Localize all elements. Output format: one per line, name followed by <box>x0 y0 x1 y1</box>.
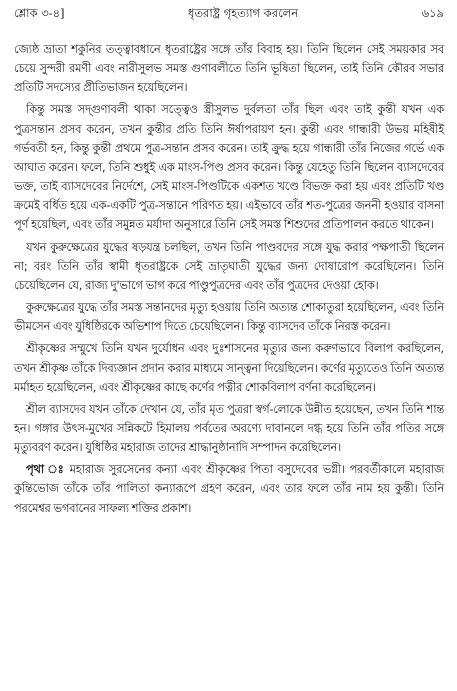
page-body <box>14 40 444 518</box>
paragraph-4 <box>14 298 444 336</box>
paragraph-text: কুরুক্ষেত্রের যুদ্ধে তাঁর সমস্ত সন্তানদের মৃত্যু হওয়ায় তিনি অত্যন্ত শোকাতুরা হয়েছিলেন, এবং তিনি ভীমসেন এবং যুধিষ্ঠিরকে অভিশাপ দিতে চেয়েছিলেন। কিন্তু ব্যাসদেব তাঁকে নিরস্ত করেন। <box>14 301 444 334</box>
verse-reference: শ্লোক ৩-৪] <box>14 6 65 20</box>
paragraph-3 <box>14 238 444 295</box>
paragraph-text: যখন কুরুক্ষেত্রের যুদ্ধের ষড়যন্ত্র চলছিল, তখন তিনি পাণ্ডবদের সঙ্গে যুদ্ধ করার পক্ষপাতী ছিলেন না; বরং তিনি তাঁর স্বামী ধৃতরাষ্ট্রকে সেই ভ্রাতৃঘাতী যুদ্ধের জন্য দোষারোপ করেছিলেন। তিনি চেয়েছিলেন যে, রাজ্য দু'ভাগে ভাগ করে পাণ্ডুপুত্রদের এবং তাঁর পুত্রদের দেওয়া হোক। <box>14 240 444 292</box>
chapter-title: ধৃতরাষ্ট্র গৃহত্যাগ করলেন <box>187 6 299 20</box>
paragraph-text: জ্যেষ্ঠ ভ্রাতা শকুনির তত্ত্বাবধানে ধৃতরাষ্ট্রের সঙ্গে তাঁর বিবাহ হয়। তিনি ছিলেন সেই সময়কার সব চেয়ে সুন্দরী রমণী এবং নারীসুলভ সমস্ত গুণাবলীতে তিনি ভূষিতা ছিলেন, তাই তিনি কৌরব সভার প্রতিটি সদস্যের প্রীতিভাজন হয়েছিলেন। <box>14 43 444 95</box>
paragraph-5 <box>14 339 444 396</box>
glossary-entry-pritha <box>14 460 444 517</box>
paragraph-2 <box>14 100 444 234</box>
glossary-definition: মহারাজ সুরসেনের কন্যা এবং শ্রীকৃষ্ণের পিতা বসুদেবের ভগ্নী। পরবর্তীকালে মহারাজ কুন্তিভোজ তাঁকে তাঁর পালিতা কন্যারূপে গ্রহণ করেন, এবং তার ফলে তাঁর নাম হয় কুন্তী। তিনি পরমেশ্বর ভগবানের সাফল্য শক্তির প্রকাশ। <box>14 463 444 515</box>
paragraph-1 <box>14 40 444 97</box>
paragraph-6 <box>14 400 444 457</box>
page-header <box>14 5 444 21</box>
glossary-term: পৃথা ঃ <box>26 463 65 477</box>
page-number: ৬১৯ <box>421 6 444 20</box>
paragraph-text: শ্রীকৃষ্ণের সম্মুখে তিনি যখন দুর্যোধন এবং দুঃশাসনের মৃত্যুর জন্য করুণভাবে বিলাপ করছিলেন, তখন শ্রীকৃষ্ণ তাঁকে দিব্যজ্ঞান প্রদান করার মাধ্যমে সান্ত্বনা দিয়েছিলেন। কর্ণের মৃত্যুতেও তিনি অত্যন্ত মর্মাহত হয়েছিলেন, এবং শ্রীকৃষ্ণের কাছে কর্ণের পত্নীর শোকবিলাপ বর্ণনা করেছিলেন। <box>14 342 444 394</box>
paragraph-text: শ্রীল ব্যাসদেব যখন তাঁকে দেখান যে, তাঁর মৃত পুত্ররা স্বর্গ-লোকে উন্নীত হয়েছেন, তখন তিনি শান্ত হন। গঙ্গার উৎস-মুখের সন্নিকটে হিমালয় পর্বতের অরণ্যে দাবানলে দগ্ধ হয়ে তিনি তাঁর পতির সঙ্গে মৃত্যুবরণ করেন। যুধিষ্ঠির মহারাজ তাদের শ্রাদ্ধানুষ্ঠানাদি সম্পাদন করেছিলেন। <box>14 402 444 455</box>
paragraph-text: কিন্তু সমস্ত সদ্‌গুণাবলী থাকা সত্ত্বেও স্ত্রীসুলভ দুর্বলতা তাঁর ছিল এবং তাই কুন্তী যখন এক পুত্রসন্তান প্রসব করেন, তখন কুন্তীর প্রতি তিনি ঈর্ষাপরায়ণ হন। কুন্তী এবং গান্ধারী উভয় মহিষীই গর্ভবতী হন, কিন্তু কুন্তী প্রথমে পুত্র-সন্তান প্রসব করেন। তাই ক্রুদ্ধ হয়ে গান্ধারী তাঁর নিজের গর্ভে এক আঘাত করেন। ফলে, তিনি শুধুই এক মাংস-পিণ্ড প্রসব করেন। কিন্তু যেহেতু তিনি ছিলেন ব্যাসদেবের ভক্ত, তাই ব্যাসদেবের নির্দেশে, সেই মাংস-পিণ্ডটিকে একশত খণ্ডে বিভক্ত করা হয় এবং প্রতিটি খণ্ড ক্রমেই বর্ধিত হয়ে এক-একটি পুত্র-সন্তানে পরিণত হয়। এইভাবে তাঁর শত-পুত্রের জননী হওয়ার বাসনা পূর্ণ হয়েছিল, এবং তাঁর সমুন্নত মর্যাদা অনুসারে তিনি সেই সমস্ত শিশুদের প্রতিপালন করতে থাকেন। <box>14 103 444 232</box>
